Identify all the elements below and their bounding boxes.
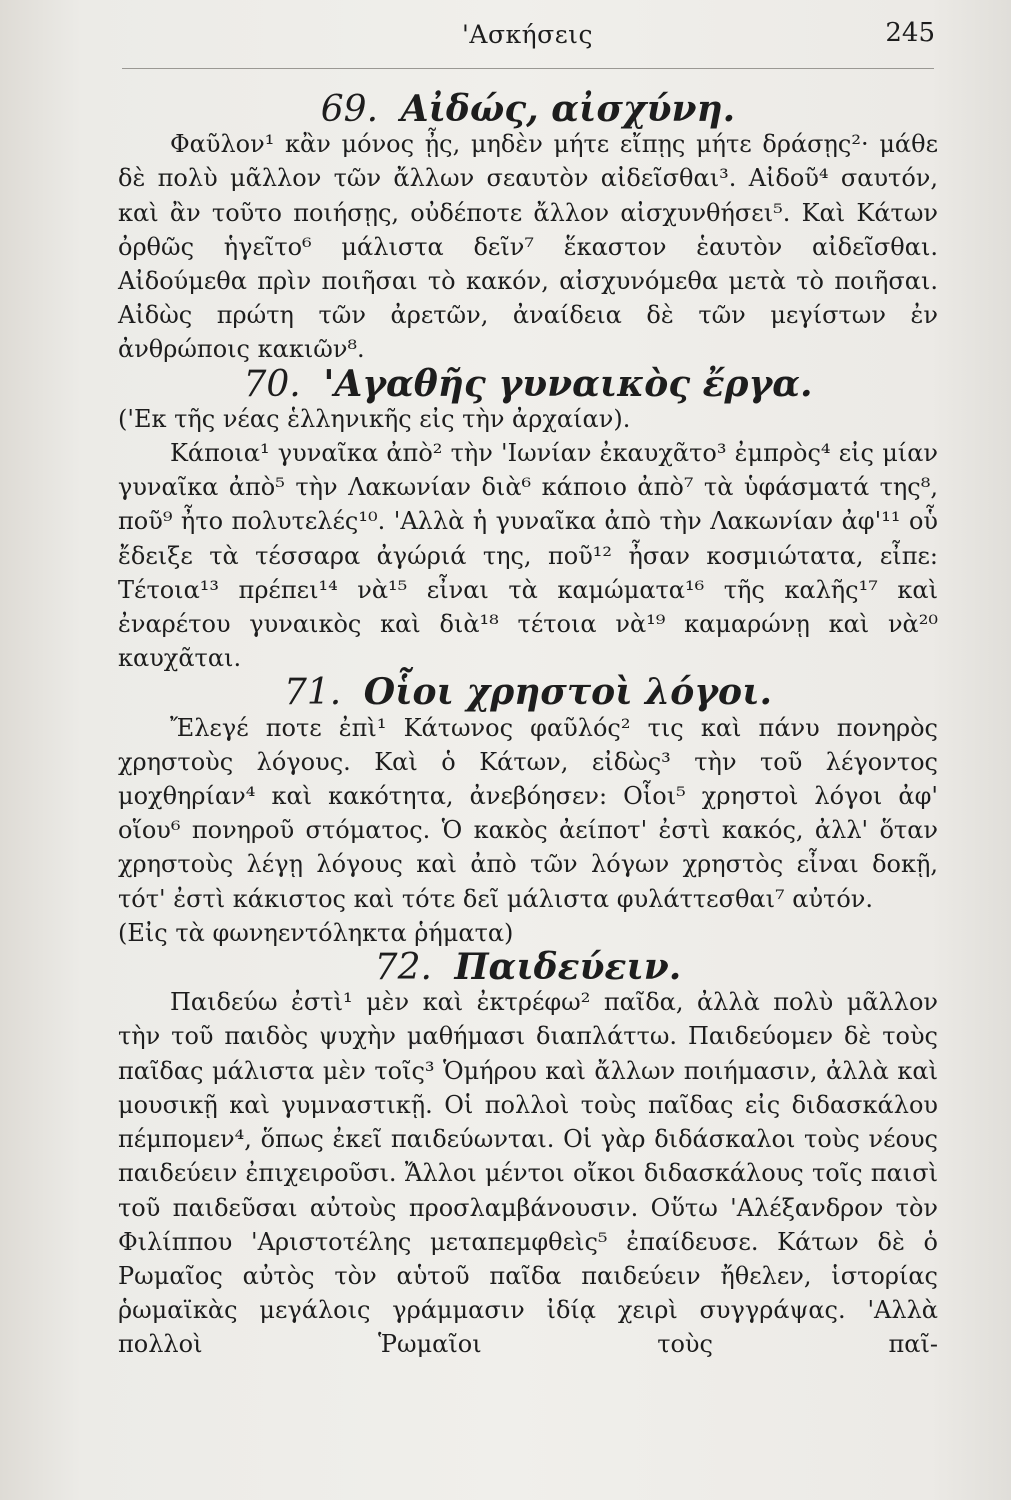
section-number: 72. bbox=[374, 947, 432, 989]
section-number: 69. bbox=[320, 89, 379, 130]
section-number: 70. bbox=[243, 363, 301, 405]
section-title: Οἷοι χρηστοὶ λόγοι. bbox=[363, 671, 773, 714]
paragraph: Ἔλεγέ ποτε ἐπὶ¹ Κάτωνος φαῦλός² τις καὶ πάνυ πονηρὸς χρηστοὺς λόγους. Καὶ ὁ Κάτων, εἰδὼς³ τὴν τοῦ λέγοντος μοχθηρίαν⁴ καὶ κακότητα, ἀνεβόησεν: Οἷοι⁵ χρηστοὶ λόγοι ἀφ' οἵου⁶ πονηροῦ στόματος. Ὁ κακὸς ἀείποτ' ἐστὶ κακός, ἀλλ' ὅταν χρηστοὺς λέγῃ λόγους καὶ ἀπὸ τῶν λόγων χρηστὸς εἶναι δοκῇ, τότ' ἐστὶ κάκιστος καὶ τότε δεῖ μάλιστα φυλάττεσθαι⁷ αὐτόν. bbox=[118, 713, 938, 913]
section-70 bbox=[118, 362, 938, 676]
section-note: (Εἰς τὰ φωνηεντόληκτα ῥήματα) bbox=[118, 918, 514, 947]
section-title: Αἰδώς, αἰσχύνη. bbox=[400, 88, 736, 130]
section-heading bbox=[118, 88, 938, 130]
paragraph: Φαῦλον¹ κἂν μόνος ᾖς, μηδὲν μήτε εἴπῃς μήτε δράσῃς²· μάθε δὲ πολὺ μᾶλλον τῶν ἄλλων σεαυτὸν αἰδεῖσθαι³. Αἰδοῦ⁴ σαυτόν, καὶ ἂν τοῦτο ποιήσῃς, οὐδέποτε ἄλλον αἰσχυνθήσει⁵. Καὶ Κάτων ὀρθῶς ἡγεῖτο⁶ μάλιστα δεῖν⁷ ἕκαστον ἑαυτὸν αἰδεῖσθαι. Αἰδούμεθα πρὶν ποιῆσαι τὸ κακόν, αἰσχυνόμεθα μετὰ τὸ ποιῆσαι. Αἰδὼς πρώτη τῶν ἀρετῶν, ἀναίδεια δὲ τῶν μεγίστων ἐν ἀνθρώποις κακιῶν⁸. bbox=[118, 130, 938, 364]
header-rule bbox=[122, 68, 934, 69]
section-69 bbox=[118, 88, 938, 367]
section-title: Παιδεύειν. bbox=[454, 946, 682, 989]
section-number: 71. bbox=[283, 672, 342, 714]
running-title: 'Ασκήσεις bbox=[462, 20, 593, 49]
page-number: 245 bbox=[885, 18, 935, 48]
section-72 bbox=[118, 946, 938, 1361]
section-heading bbox=[118, 362, 938, 405]
section-71 bbox=[118, 671, 938, 950]
section-heading bbox=[118, 671, 938, 714]
section-subtitle: ('Εκ τῆς νέας ἑλληνικῆς εἰς τὴν ἀρχαίαν). bbox=[118, 404, 631, 433]
section-title: 'Αγαθῆς γυναικὸς ἔργα. bbox=[323, 362, 813, 405]
paragraph: Παιδεύω ἐστὶ¹ μὲν καὶ ἐκτρέφω² παῖδα, ἀλλὰ πολὺ μᾶλλον τὴν τοῦ παιδὸς ψυχὴν μαθήμασι διαπλάττω. Παιδεύομεν δὲ τοὺς παῖδας μάλιστα μὲν τοῖς³ Ὁμήρου καὶ ἄλλων ποιήμασιν, ἀλλὰ καὶ μουσικῇ καὶ γυμναστικῇ. Οἱ πολλοὶ τοὺς παῖδας εἰς διδασκάλου πέμπομεν⁴, ὅπως ἐκεῖ παιδεύωνται. Οἱ γὰρ διδάσκαλοι τοὺς νέους παιδεύειν ἐπιχειροῦσι. Ἄλλοι μέντοι οἴκοι διδασκάλους τοῖς παισὶ τοῦ παιδεῦσαι αὐτοὺς προσλαμβάνουσιν. Οὕτω 'Αλέξανδρον τὸν Φιλίππου 'Αριστοτέλης μεταπεμφθεὶς⁵ ἐπαίδευσε. Κάτων δὲ ὁ Ρωμαῖος αὐτὸς τὸν αὑτοῦ παῖδα παιδεύειν ἤθελεν, ἱστορίας ῥωμαϊκὰς μεγάλοις γράμμασιν ἰδίᾳ χειρὶ συγγράψας. 'Αλλὰ πολλοὶ Ῥωμαῖοι τοὺς παῖ- bbox=[118, 988, 938, 1359]
page-body bbox=[118, 88, 938, 1362]
running-header bbox=[120, 16, 935, 56]
paragraph: Κάποια¹ γυναῖκα ἀπὸ² τὴν 'Ιωνίαν ἐκαυχᾶτο³ ἐμπρὸς⁴ εἰς μίαν γυναῖκα ἀπὸ⁵ τὴν Λακωνίαν διὰ⁶ κάποιο ἀπὸ⁷ τὰ ὑφάσματά της⁸, ποῦ⁹ ἦτο πολυτελές¹⁰. 'Αλλὰ ἡ γυναῖκα ἀπὸ τὴν Λακωνίαν ἀφ'¹¹ οὗ ἔδειξε τὰ τέσσαρα ἀγώριά της, ποῦ¹² ἦσαν κοσμιώτατα, εἶπε: Τέτοια¹³ πρέπει¹⁴ νὰ¹⁵ εἶναι τὰ καμώματα¹⁶ τῆς καλῆς¹⁷ καὶ ἐναρέτου γυναικὸς καὶ διὰ¹⁸ τέτοια νὰ¹⁹ καμαρώνῃ καὶ νὰ²⁰ καυχᾶται. bbox=[118, 439, 938, 673]
section-heading bbox=[118, 946, 938, 989]
